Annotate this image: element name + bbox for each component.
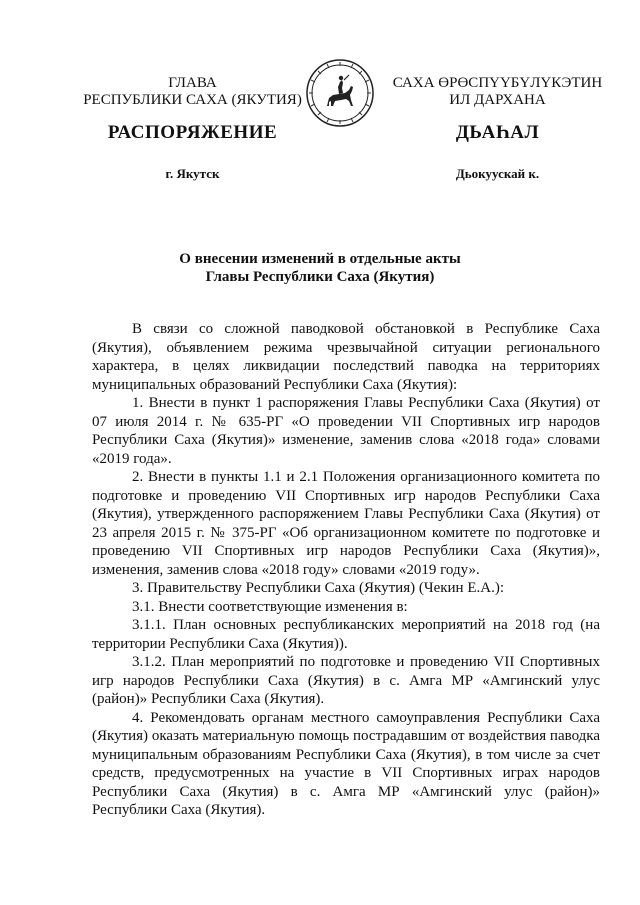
coat-of-arms-icon bbox=[305, 58, 375, 128]
city-sah: Дьокуускай к. bbox=[455, 166, 540, 181]
paragraph-item-3-1-1: 3.1.1. План основных республиканских мероприятий на 2018 год (на территории Республики Саха (Якутия)). bbox=[92, 617, 600, 652]
paragraph-item-1: 1. Внести в пункт 1 распоряжения Главы Республики Саха (Якутия) от 07 июля 2014 г. № 635-РГ «О проведении VII Спортивных игр народов Республики Саха (Якутия)» изменение, заменив слова «2018 года» словами «2019 года». bbox=[92, 395, 600, 467]
paragraph-item-2: 2. Внести в пункты 1.1 и 2.1 Положения организационного комитета по подготовке и проведению VII Спортивных игр народов Республики Саха (Якутия), утвержденного распоряжением Главы Республики Саха (Якутия) от 23 апреля 2015 г. № 375-РГ «Об организационном комитете по подготовке и проведению VII Спортивных игр народов Республики Саха (Якутия)», изменения, заменив слова «2018 году» словами «2019 году». bbox=[92, 469, 600, 578]
paragraph-item-3-1: 3.1. Внести соответствующие изменения в: bbox=[132, 598, 408, 615]
issuer-sah-line1: САХА ӨРӨСПҮҮБҮЛҮКЭТИН bbox=[392, 75, 603, 91]
title-line1: О внесении изменений в отдельные акты bbox=[179, 251, 461, 267]
doc-type-sah: ДЬАҺАЛ bbox=[455, 122, 540, 143]
document-title bbox=[90, 250, 550, 286]
title-line2: Главы Республики Саха (Якутия) bbox=[205, 269, 435, 285]
issuer-ru-line1: ГЛАВА bbox=[168, 75, 217, 91]
doc-type-ru: РАСПОРЯЖЕНИЕ bbox=[107, 122, 278, 143]
issuer-ru-line2: РЕСПУБЛИКИ САХА (ЯКУТИЯ) bbox=[83, 92, 302, 108]
city-ru: г. Якутск bbox=[165, 166, 220, 181]
issuer-sah bbox=[385, 75, 610, 109]
paragraph-item-3: 3. Правительству Республики Саха (Якутия) (Чекин Е.А.): bbox=[132, 580, 504, 596]
document-body bbox=[92, 320, 600, 820]
issuer-ru bbox=[80, 75, 305, 109]
paragraph-item-4: 4. Рекомендовать органам местного самоуправления Республики Саха (Якутия) оказать материальную помощь пострадавшим от воздействия паводка муниципальным образованиям Республики Саха (Якутия), в том числе за счет средств, предусмотренных на участие в VII Спортивных играх народов Республики Саха (Якутия) в с. Амга МР «Амгинский улус (район)» Республики Саха (Якутия). bbox=[92, 709, 600, 818]
issuer-sah-line2: ИЛ ДАРХАНА bbox=[449, 92, 546, 108]
paragraph-preamble: В связи со сложной паводковой обстановкой в Республике Саха (Якутия), объявлением режима чрезвычайной ситуации регионального характера, в целях ликвидации последствий паводка на территориях муниципальных образований Республики Саха (Якутия): bbox=[92, 321, 600, 393]
paragraph-item-3-1-2: 3.1.2. План мероприятий по подготовке и проведению VII Спортивных игр народов Республики Саха (Якутия) в с. Амга МР «Амгинский улус (район)» Республики Саха (Якутия). bbox=[92, 654, 600, 707]
